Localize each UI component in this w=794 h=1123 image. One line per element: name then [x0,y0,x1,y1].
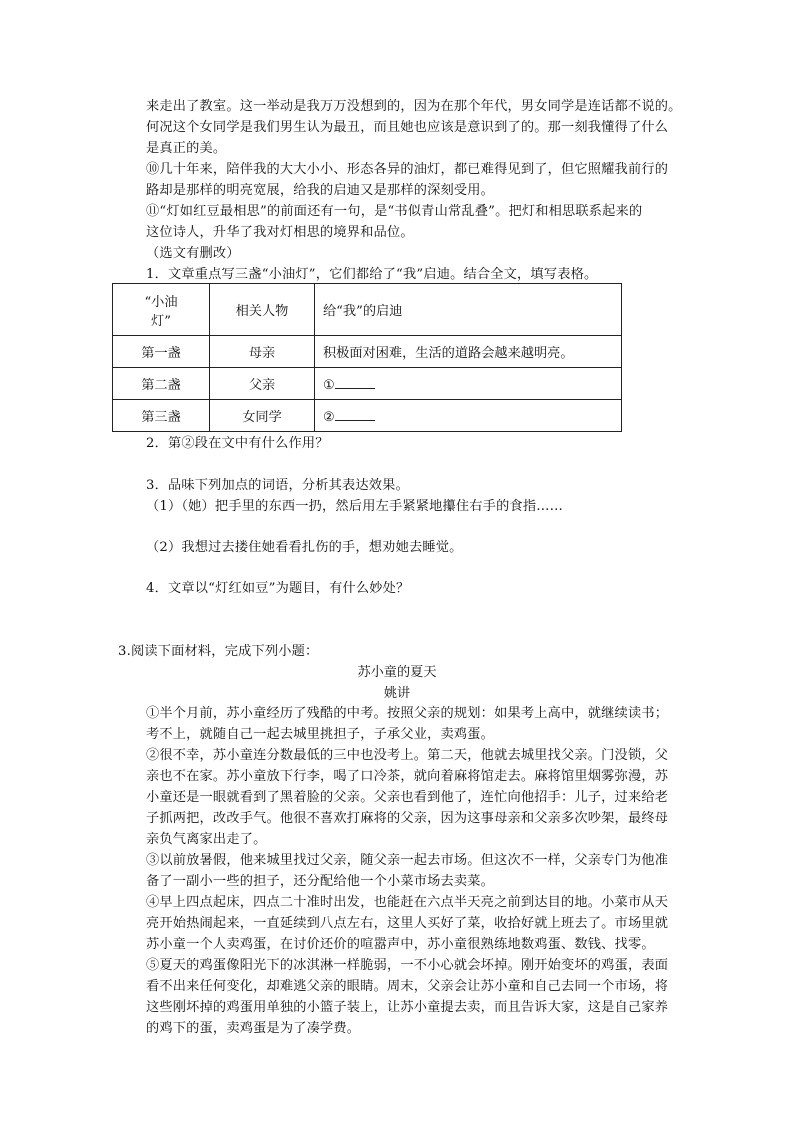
answer-cell[interactable] [315,400,622,432]
question-4: 4．文章以“灯红如豆”为题目，有什么妙处？ [146,581,410,596]
story-line: 备了一副小一些的担子，还分配给他一个小菜市场去卖菜。 [146,874,495,889]
passage-line: 路却是那样的明亮宽展，给我的启迪又是那样的深刻受用。 [146,183,495,198]
answer-cell[interactable] [315,368,622,400]
story-line: ①半个月前，苏小童经历了残酷的中考。按照父亲的规划：如果考上高中，就继续读书； [146,706,669,721]
table-row [113,400,622,432]
table-cell: 母亲 [210,336,315,368]
passage-line: 是真正的美。 [146,141,227,156]
story-line: ④早上四点起床，四点二十准时出发，也能赶在六点半天亮之前到达目的地。小菜市从天 [146,895,669,910]
lamp-table [112,283,622,432]
table-header-cell: 给“我”的启迪 [315,284,622,336]
passage-line: ⑩几十年来，陪伴我的大大小小、形态各异的油灯，都已难得见到了，但它照耀我前行的 [146,162,669,177]
table-cell: 女同学 [210,400,315,432]
story-line: 看不出来任何变化，却难逃父亲的眼睛。周末，父亲会让苏小童和自己去同一个市场，将 [146,979,669,994]
header-text: 灯” [151,313,171,329]
story-line: 这些刚坏掉的鸡蛋用单独的小篮子装上，让苏小童提去卖，而且告诉大家，这是自己家养 [146,1000,669,1015]
question-3-item-1: （1）（她）把手里的东西一扔，然后用左手紧紧地攥住右手的食指…… [146,499,564,514]
story-line: ⑤夏天的鸡蛋像阳光下的冰淇淋一样脆弱，一不小心就会坏掉。刚开始变坏的鸡蛋，表面 [146,958,669,973]
story-line: 亲负气离家出走了。 [146,832,267,847]
passage-ending [146,96,698,285]
story-author: 姚讲 [383,686,411,701]
story-line: 苏小童一个人卖鸡蛋，在讨价还价的喧嚣声中，苏小童很熟练地数鸡蛋、数钱、找零。 [146,937,655,952]
table-cell: 第一盏 [113,336,210,368]
table-cell: 积极面对困难，生活的道路会越来越明亮。 [315,336,622,368]
table-cell: 第二盏 [113,368,210,400]
table-header-row [113,284,622,336]
header-text: “小油 [144,294,178,310]
story-line: ③以前放暑假，他来城里找过父亲，随父亲一起去市场。但这次不一样，父亲专门为他准 [146,853,669,868]
story-line: 亮开始热闹起来，一直延续到八点左右，这里人买好了菜，收拾好就上班去了。市场里就 [146,916,669,931]
question-2: 2．第②段在文中有什么作用？ [146,436,329,451]
table-cell: 父亲 [210,368,315,400]
question-1-prompt: 1．文章重点写三盏“小油灯”，它们都给了“我”启迪。结合全文，填写表格。 [146,267,598,282]
blank-marker: ① [323,378,335,393]
section-3-heading: 3.阅读下面材料，完成下列小题： [118,644,319,659]
story-title: 苏小童的夏天 [357,665,437,680]
table-row [113,336,622,368]
story-line: ②很不幸，苏小童连分数最低的三中也没考上。第二天，他就去城里找父亲。门没锁，父 [146,748,669,763]
story-line: 子抓两把，改改手气。他很不喜欢打麻将的父亲，因为这事母亲和父亲多次吵架，最终母 [146,811,669,826]
table-header-cell [113,284,210,336]
story-line: 小童还是一眼就看到了黑着脸的父亲。父亲也看到他了，连忙向他招手：儿子，过来给老 [146,790,669,805]
answer-blank[interactable] [335,406,375,421]
story-body [146,703,698,1039]
passage-line: ⑪“灯如红豆最相思”的前面还有一句，是“书似青山常乱叠”。把灯和相思联系起来的 [146,204,643,219]
blank-marker: ② [323,410,335,425]
passage-line: 这位诗人，升华了我对灯相思的境界和品位。 [146,225,414,240]
table-row [113,368,622,400]
table-header-cell: 相关人物 [210,284,315,336]
source-note: （选文有删改） [146,246,240,261]
answer-blank[interactable] [335,374,375,389]
story-line: 考不上，就随自己一起去城里挑担子，子承父业，卖鸡蛋。 [146,727,495,742]
story-line: 的鸡下的蛋，卖鸡蛋是为了凑学费。 [146,1021,361,1036]
question-3-item-2: （2）我想过去搂住她看看扎伤的手，想劝她去睡觉。 [146,540,463,555]
passage-line: 来走出了教室。这一举动是我万万没想到的，因为在那个年代，男女同学是连话都不说的。 [146,99,682,114]
table-cell: 第三盏 [113,400,210,432]
question-3-prompt: 3．品味下列加点的词语，分析其表达效果。 [146,478,409,493]
story-line: 亲也不在家。苏小童放下行李，喝了口冷茶，就向着麻将馆走去。麻将馆里烟雾弥漫，苏 [146,769,669,784]
passage-line: 何况这个女同学是我们男生认为最丑，而且她也应该是意识到了的。那一刻我懂得了什么 [146,120,669,135]
